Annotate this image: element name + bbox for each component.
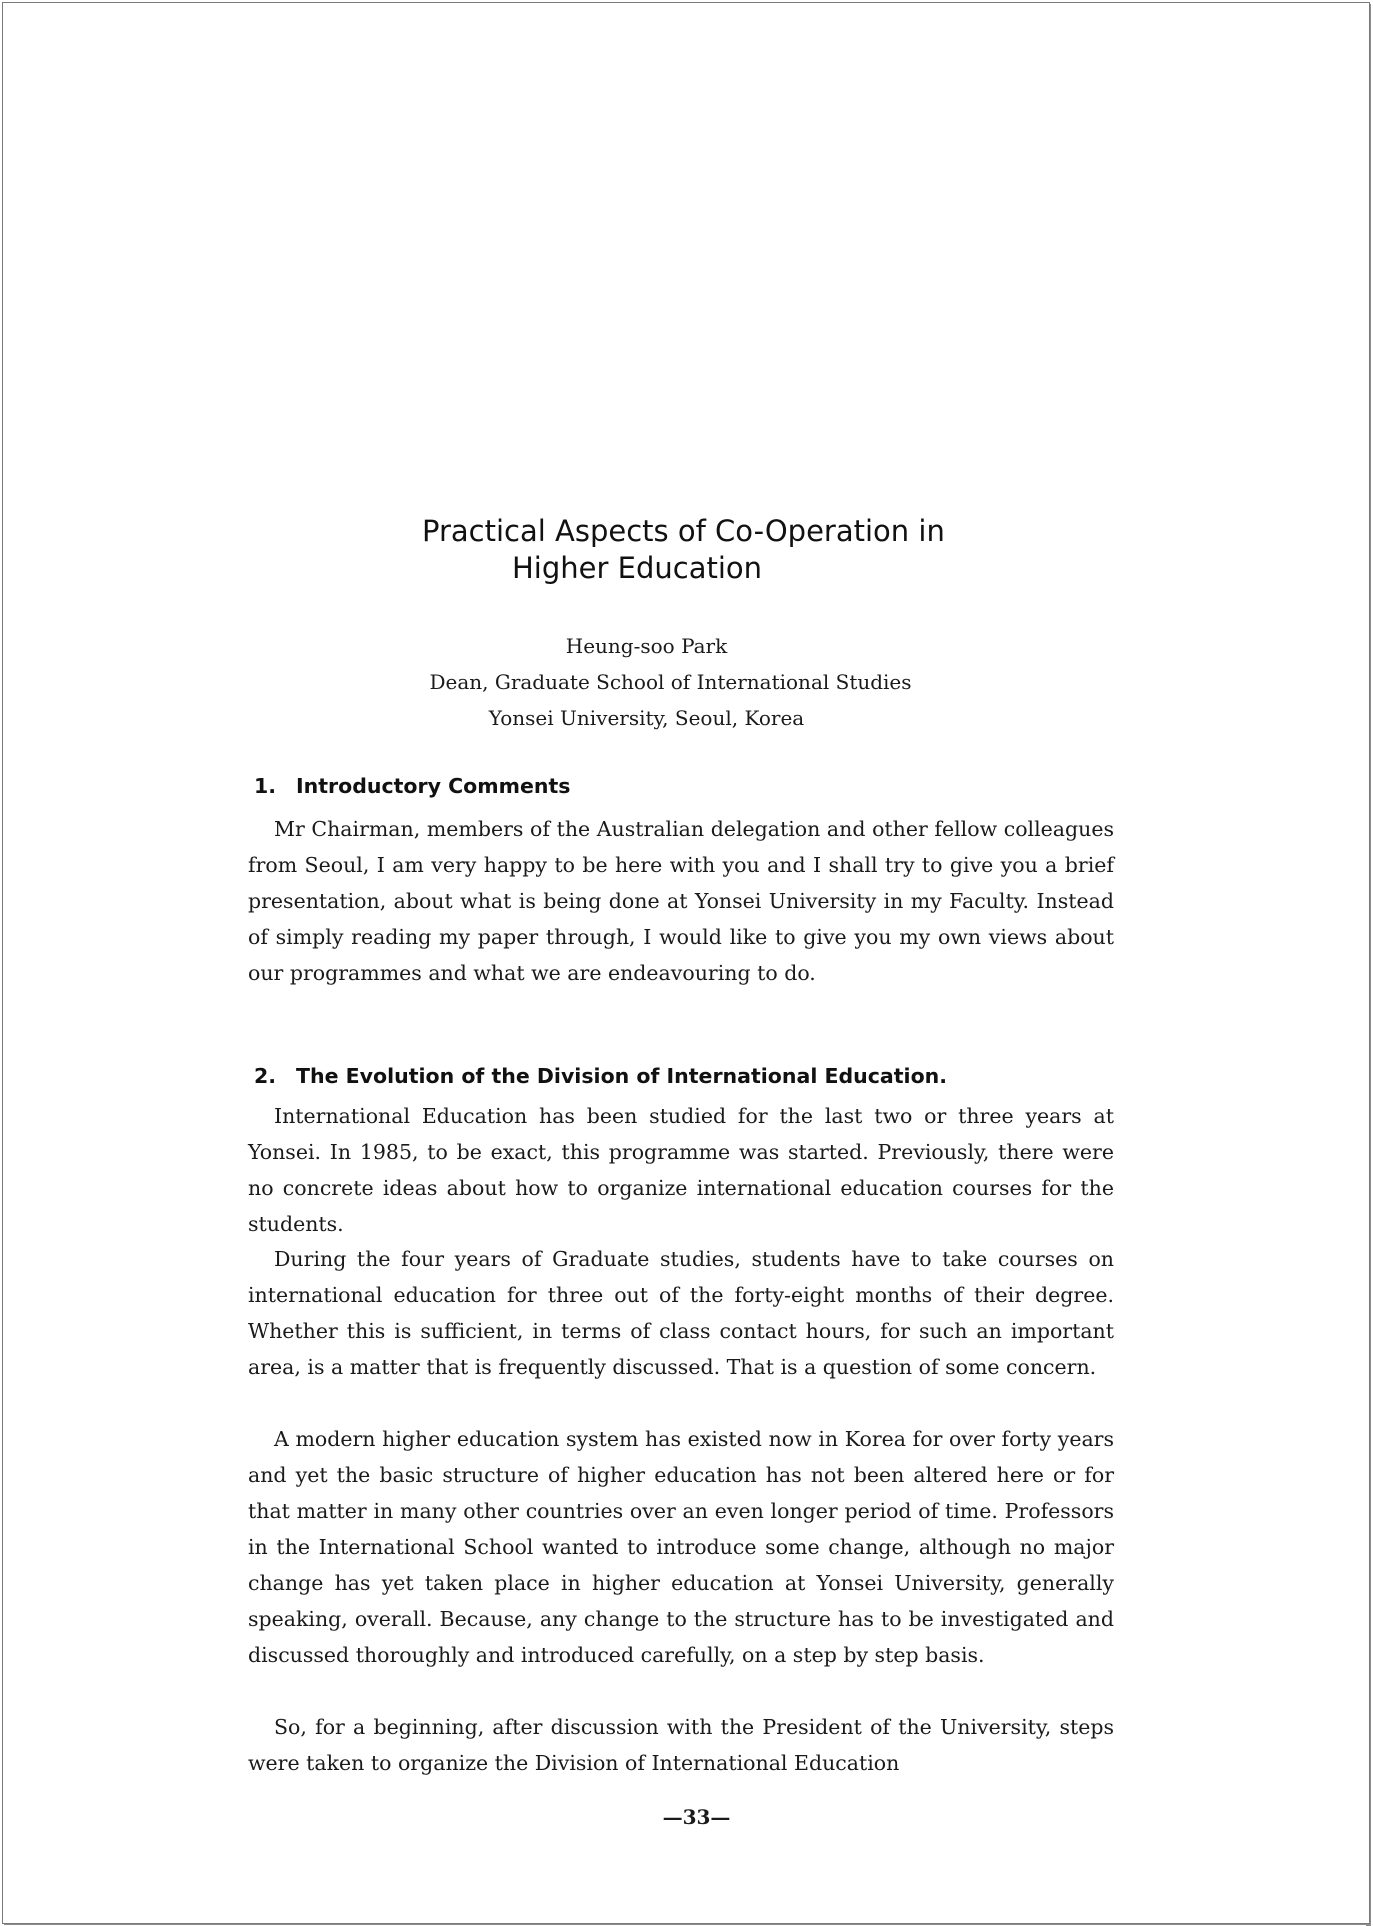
title-line-1: Practical Aspects of Co-Operation in: [422, 514, 945, 548]
section-heading-1: [254, 774, 570, 798]
section-heading-2: [254, 1064, 947, 1088]
paragraph: So, for a beginning, after discussion with the President of the University, steps were taken to organize the Division of International Education: [248, 1715, 1114, 1775]
section-title: Introductory Comments: [296, 774, 571, 798]
page-number: —33—: [662, 1805, 731, 1829]
author-block: [0, 628, 1373, 736]
paragraph: International Education has been studied for the last two or three years at Yonsei. In 1985, to be exact, this programme was started. Previously, there were no concrete ideas about how to organize international education courses for the students.: [248, 1104, 1114, 1236]
paragraph: A modern higher education system has existed now in Korea for over forty years and yet the basic structure of higher education has not been altered here or for that matter in many other countries over an even longer period of time. Professors in the International School wanted to introduce some change, although no major change has yet taken place in higher education at Yonsei University, generally speaking, overall. Because, any change to the structure has to be investigated and discussed thoroughly and introduced carefully, on a step by step basis.: [248, 1427, 1114, 1667]
section-title: The Evolution of the Division of International Education.: [296, 1064, 948, 1088]
author-institution: Yonsei University, Seoul, Korea: [488, 706, 805, 730]
section-number: 1.: [254, 774, 277, 798]
author-name: Heung-soo Park: [565, 634, 728, 658]
paper-title: [422, 513, 1122, 587]
section-number: 2.: [254, 1064, 277, 1088]
author-role: Dean, Graduate School of International Studies: [429, 670, 912, 694]
paragraph: Mr Chairman, members of the Australian delegation and other fellow colleagues from Seoul, I am very happy to be here with you and I shall try to give you a brief presentation, about what is being done at Yonsei University in my Faculty. Instead of simply reading my paper through, I would like to give you my own views about our programmes and what we are endeavouring to do.: [248, 817, 1114, 985]
title-line-2: Higher Education: [512, 551, 763, 585]
paragraph: During the four years of Graduate studies, students have to take courses on international education for three out of the forty-eight months of their degree. Whether this is sufficient, in terms of class contact hours, for such an important area, is a matter that is frequently discussed. That is a question of some concern.: [248, 1247, 1114, 1379]
